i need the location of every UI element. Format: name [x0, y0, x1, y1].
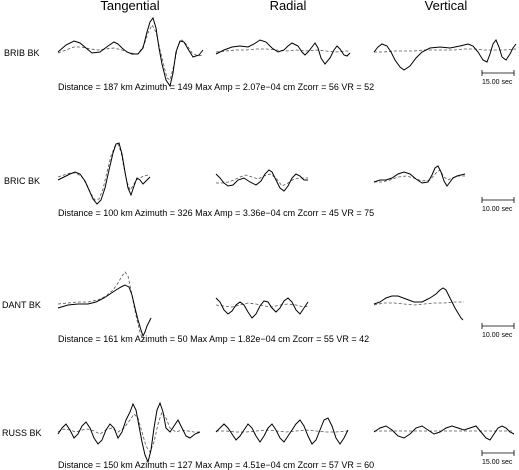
trace-radial — [216, 418, 348, 444]
station-label: DANT BK — [2, 300, 41, 310]
column-titles — [100, 0, 467, 13]
observed-waveform-line — [374, 426, 514, 440]
trace-vertical — [374, 40, 516, 70]
column-title-vertical: Vertical — [424, 0, 468, 13]
station-info-line: Distance = 187 km Azimuth = 149 Max Amp = 2.07e−04 cm Zcorr = 56 VR = 52 — [58, 82, 375, 92]
trace-vertical — [374, 426, 514, 440]
station-row — [2, 272, 514, 344]
station-label: BRIC BK — [4, 176, 41, 186]
trace-radial — [216, 298, 308, 318]
station-info-line: Distance = 100 km Azimuth = 326 Max Amp = 3.36e−04 cm Zcorr = 45 VR = 75 — [58, 208, 375, 218]
station-row — [4, 143, 514, 218]
trace-tangential — [58, 18, 203, 86]
scale-bar-label: 10.00 sec — [482, 206, 513, 213]
trace-tangential — [58, 272, 151, 340]
trace-vertical — [374, 288, 464, 320]
trace-tangential — [58, 143, 150, 204]
scale-bar-label: 10.00 sec — [482, 332, 513, 339]
station-info-line: Distance = 150 km Azimuth = 127 Max Amp = 4.51e−04 cm Zcorr = 57 VR = 60 — [58, 460, 375, 470]
scale-bar-label: 15.00 sec — [482, 79, 513, 86]
observed-waveform-line — [216, 170, 308, 191]
observed-waveform-line — [58, 403, 200, 462]
trace-radial — [216, 40, 350, 64]
trace-radial — [216, 170, 308, 191]
observed-waveform-line — [374, 166, 465, 186]
scale-bar-label: 15.00 sec — [482, 459, 513, 466]
column-title-radial: Radial — [269, 0, 307, 13]
station-row — [2, 403, 514, 470]
station-rows — [2, 18, 516, 470]
trace-tangential — [58, 403, 200, 462]
station-label: RUSS BK — [2, 428, 42, 438]
synthetic-waveform-line — [58, 272, 144, 340]
station-row — [4, 18, 516, 92]
time-scale-bar — [482, 197, 514, 213]
observed-waveform-line — [374, 40, 516, 70]
synthetic-waveform-line — [374, 49, 516, 52]
observed-waveform-line — [58, 18, 203, 86]
trace-vertical — [374, 166, 465, 186]
time-scale-bar — [482, 450, 514, 466]
synthetic-waveform-line — [216, 430, 348, 432]
time-scale-bar — [482, 323, 514, 339]
column-title-tangential: Tangential — [100, 0, 160, 13]
synthetic-waveform-line — [58, 25, 203, 80]
station-label: BRIB BK — [4, 48, 40, 58]
observed-waveform-line — [216, 298, 308, 318]
observed-waveform-line — [216, 418, 348, 444]
observed-waveform-line — [374, 288, 463, 320]
observed-waveform-line — [58, 285, 151, 336]
time-scale-bar — [482, 70, 514, 86]
observed-waveform-line — [216, 40, 350, 64]
observed-waveform-line — [58, 143, 150, 204]
station-info-line: Distance = 161 km Azimuth = 50 Max Amp = 1.82e−04 cm Zcorr = 55 VR = 42 — [58, 334, 370, 344]
